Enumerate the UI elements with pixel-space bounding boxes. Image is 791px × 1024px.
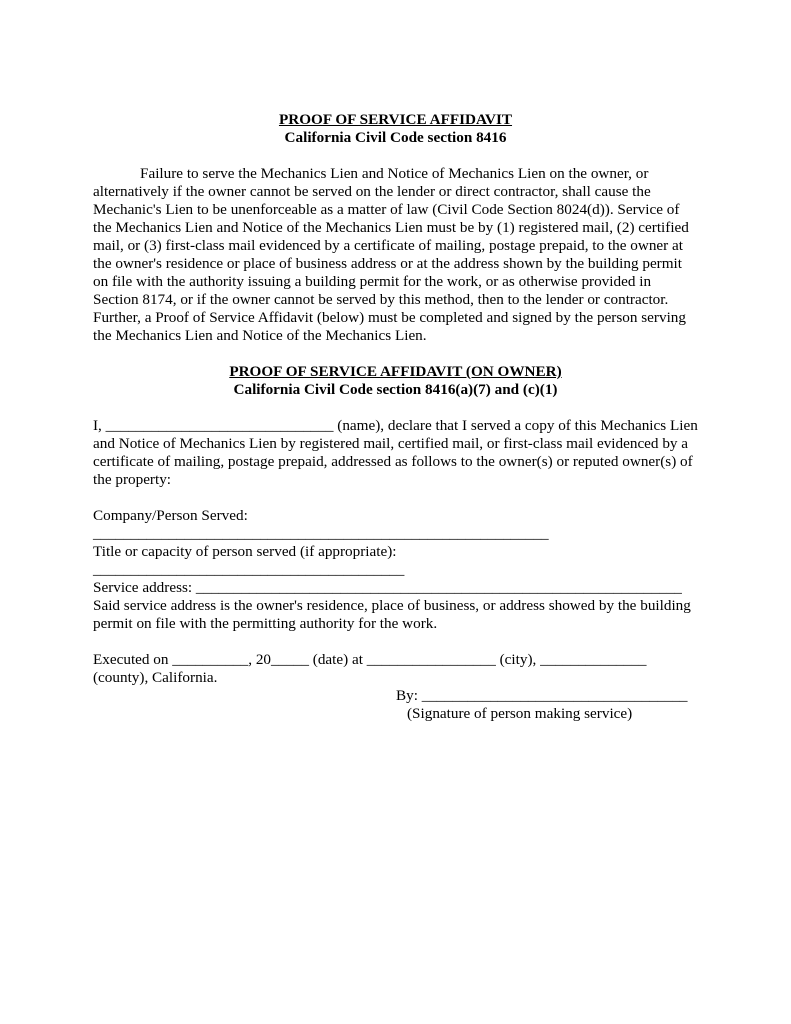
document-page: [93, 111, 698, 723]
executed-line: Executed on __________, 20_____ (date) at _________________ (city), ______________: [93, 651, 647, 668]
title-capacity-line: _________________________________________: [93, 561, 405, 578]
company-served-line: ____________________________________________________________: [93, 525, 549, 542]
section2-subtitle: California Civil Code section 8416(a)(7) and (c)(1): [233, 381, 558, 398]
document-title: PROOF OF SERVICE AFFIDAVIT: [278, 111, 513, 128]
document-subtitle: California Civil Code section 8416: [284, 129, 507, 146]
section2-title: PROOF OF SERVICE AFFIDAVIT (ON OWNER): [229, 363, 562, 380]
signature-by-line: By: ___________________________________: [396, 687, 688, 704]
company-served-label: Company/Person Served:: [93, 507, 248, 524]
title-capacity-label: Title or capacity of person served (if appropriate):: [93, 543, 397, 560]
executed-county-line: (county), California.: [93, 669, 218, 686]
declaration-paragraph: I, ______________________________ (name), declare that I served a copy of this Mechanics Lien and Notice of Mechanics Lien by registered mail, certified mail, or first-class mail evidenced by a certificate of mailing, postage prepaid, addressed as follows to the owner(s) or reputed owner(s) of the property:: [93, 417, 698, 488]
signature-caption: (Signature of person making service): [407, 705, 633, 722]
service-address-note: Said service address is the owner's residence, place of business, or address showed by the building permit on file with the permitting authority for the work.: [93, 597, 691, 632]
service-address-line: Service address: ________________________________________________________________: [93, 579, 682, 596]
intro-paragraph: Failure to serve the Mechanics Lien and Notice of Mechanics Lien on the owner, or alternatively if the owner cannot be served on the lender or direct contractor, shall cause the Mechanic's Lien to be unenforceable as a matter of law (Civil Code Section 8024(d)). Service of the Mechanics Lien and Notice of the Mechanics Lien must be by (1) registered mail, (2) certified mail, or (3) first-class mail evidenced by a certificate of mailing, postage prepaid, to the owner at the owner's residence or place of business address or at the address shown by the building permit on file with the authority issuing a building permit for the work, or as otherwise provided in Section 8174, or if the owner cannot be served by this method, then to the lender or contractor. Further, a Proof of Service Affidavit (below) must be completed and signed by the person serving the Mechanics Lien and Notice of the Mechanics Lien.: [93, 165, 689, 344]
